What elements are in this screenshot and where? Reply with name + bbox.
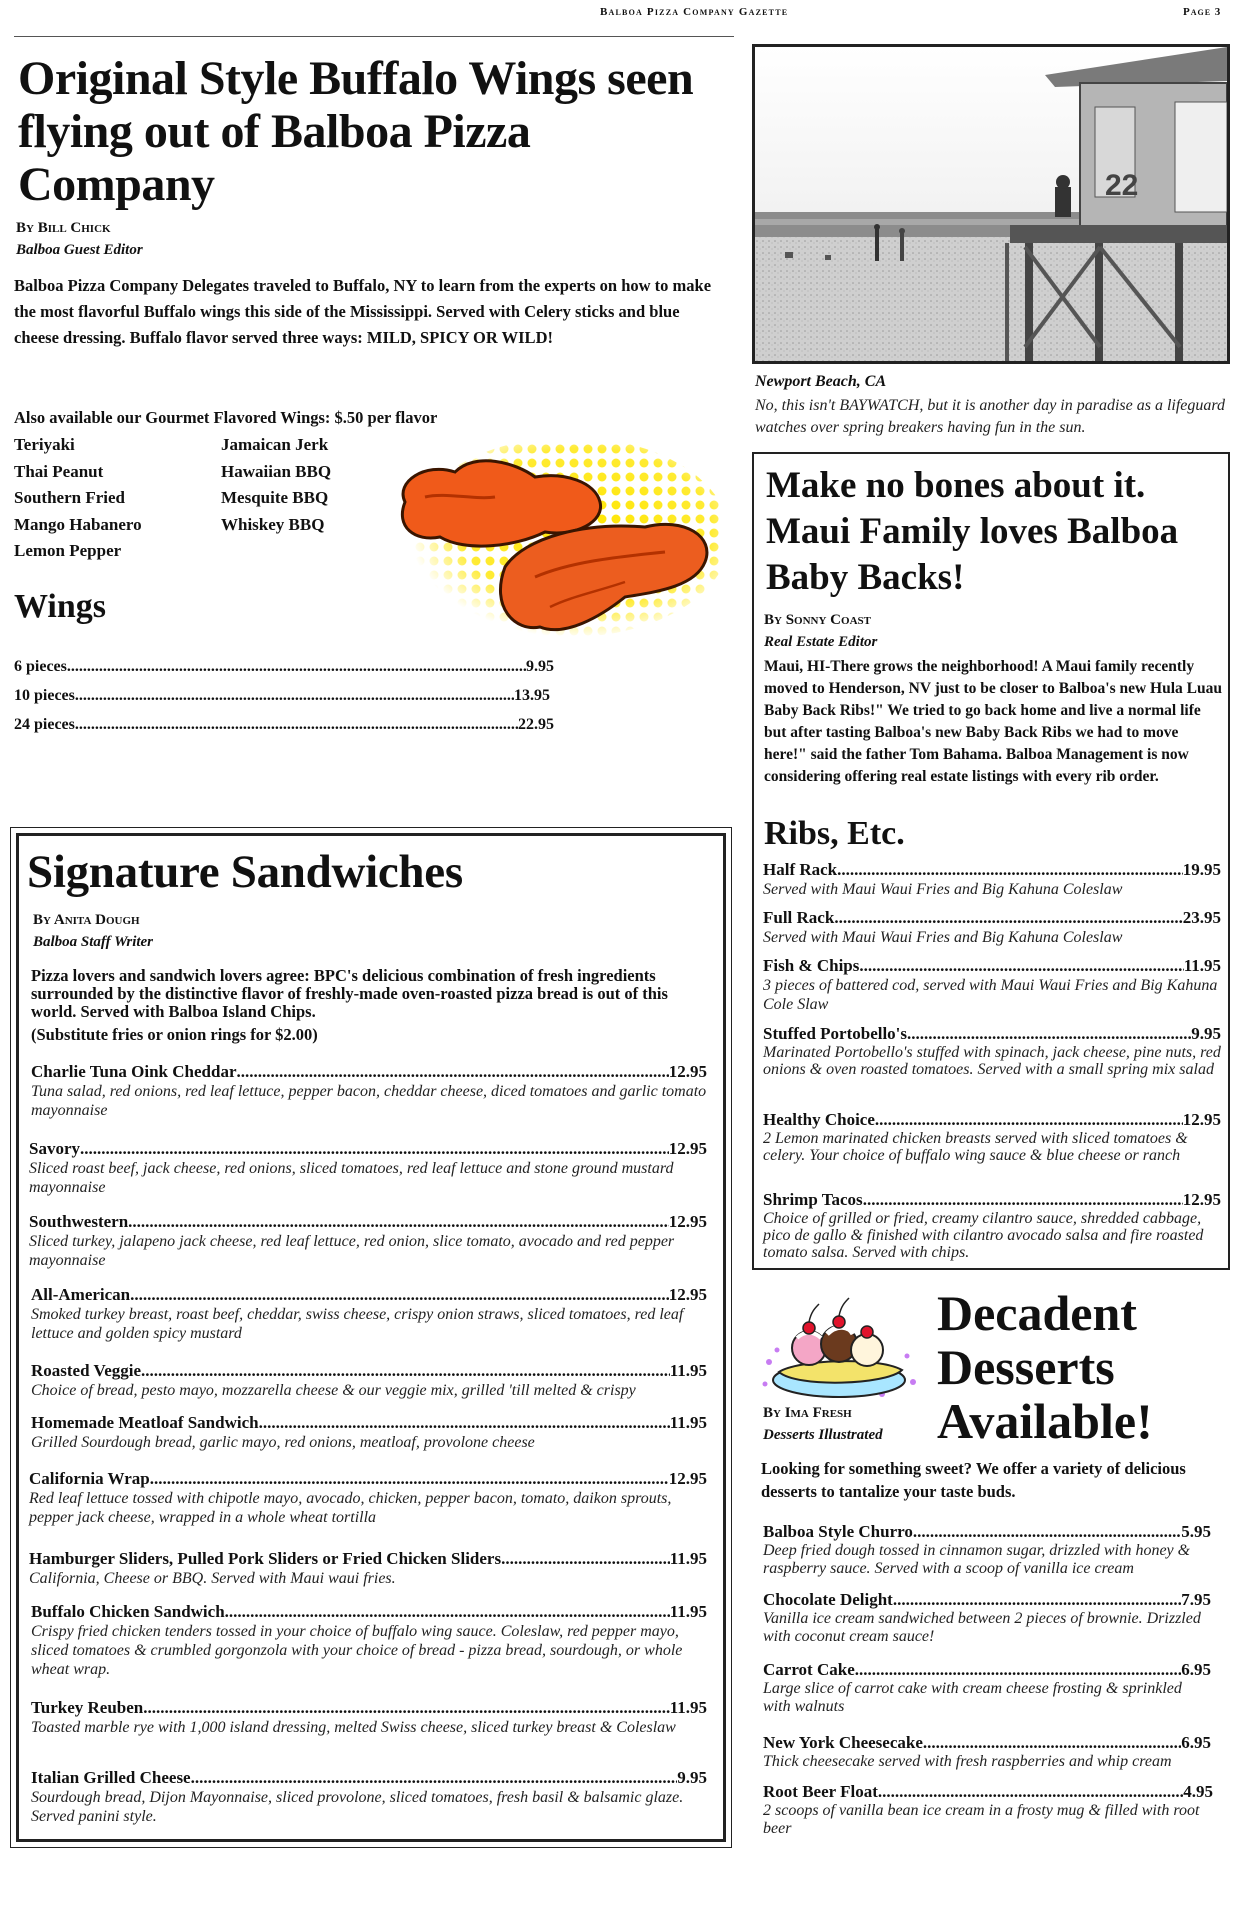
sandwich-role: Balboa Staff Writer xyxy=(33,934,154,950)
item-price: 11.95 xyxy=(669,1413,707,1432)
flavor-item: Thai Peanut xyxy=(14,461,104,481)
flavor-item: Southern Fried xyxy=(14,488,125,507)
item-price: 5.95 xyxy=(1181,1522,1211,1541)
item-description: Choice of bread, pesto mayo, mozzarella cheese & our veggie mix, grilled 'till melted & crispy xyxy=(31,1382,636,1399)
sandwich-body-note: (Substitute fries or onion rings for $2.00) xyxy=(31,1025,318,1044)
ribs-headline: Make no bones about it. Maui Family loves Balboa Baby Backs! xyxy=(766,465,1179,598)
leader-dots xyxy=(130,1285,669,1305)
wings-body: Balboa Pizza Company Delegates traveled to Buffalo, NY to learn from the experts on how to make the most flavorful Buffalo wings this side of the Mississippi. Served with Celery sticks and blue cheese dressing. Buffalo flavor served three ways: MILD, SPICY OR WILD! xyxy=(14,276,712,347)
item-price: 11.95 xyxy=(669,1698,707,1717)
dessert-headline: Decadent Desserts Available! xyxy=(937,1285,1153,1449)
item-name: Charlie Tuna Oink Cheddar xyxy=(31,1062,237,1081)
wings-price-value: 9.95 xyxy=(526,658,554,675)
leader-dots xyxy=(237,1062,669,1082)
item-price: 12.95 xyxy=(1182,1190,1221,1209)
item-price: 12.95 xyxy=(668,1139,707,1158)
item-name: Carrot Cake xyxy=(763,1660,855,1679)
item-description: Sourdough bread, Dijon Mayonnaise, sliced provolone, sliced tomatoes, fresh basil & balsamic glaze. Served panini style. xyxy=(31,1789,684,1825)
item-name: Full Rack xyxy=(763,908,835,927)
menu-item xyxy=(31,1413,707,1452)
dessert-byline: By Ima Fresh xyxy=(763,1405,852,1421)
leader-dots xyxy=(878,1782,1183,1802)
ribs-byline: By Sonny Coast xyxy=(764,612,871,628)
item-description: Marinated Portobello's stuffed with spinach, jack cheese, pine nuts, red onions & oven roasted tomatoes. Served with a small spring mix salad xyxy=(763,1044,1221,1078)
item-name: Root Beer Float xyxy=(763,1782,878,1801)
wings-price-label: 24 pieces xyxy=(14,716,75,733)
item-price: 12.95 xyxy=(668,1212,707,1231)
dessert-body: Looking for something sweet? We offer a variety of delicious desserts to tantalize your taste buds. xyxy=(761,1459,1186,1501)
ribs-section-title: Ribs, Etc. xyxy=(764,815,905,852)
item-price: 9.95 xyxy=(677,1768,707,1787)
item-description: Grilled Sourdough bread, garlic mayo, red onions, meatloaf, provolone cheese xyxy=(31,1434,535,1451)
menu-item xyxy=(31,1602,717,1679)
menu-item xyxy=(763,1110,1221,1164)
menu-item xyxy=(763,1190,1221,1261)
item-price: 11.95 xyxy=(669,1361,707,1380)
item-description: Crispy fried chicken tenders tossed in your choice of buffalo wing sauce. Coleslaw, red pepper mayo, sliced tomatoes & crumbled gorgonzola with your choice of bread - pizza bread, sourdough, or whole wheat wrap. xyxy=(31,1623,683,1678)
item-name: Hamburger Sliders, Pulled Pork Sliders or Fried Chicken Sliders xyxy=(29,1549,502,1568)
sandwich-headline: Signature Sandwiches xyxy=(27,846,463,898)
item-name: Shrimp Tacos xyxy=(763,1190,863,1209)
item-description: Sliced turkey, jalapeno jack cheese, red leaf lettuce, red onion, slice tomato, avocado and red pepper mayonnaise xyxy=(29,1233,675,1269)
wings-price-list xyxy=(14,658,554,745)
item-description: Sliced roast beef, jack cheese, red onions, sliced tomatoes, red leaf lettuce and stone ground mustard mayonnaise xyxy=(29,1160,674,1196)
leader-dots xyxy=(863,1190,1183,1210)
menu-item xyxy=(763,860,1221,899)
leader-dots xyxy=(875,1110,1183,1130)
menu-item xyxy=(763,1782,1213,1838)
item-price: 6.95 xyxy=(1181,1660,1211,1679)
item-description: Served with Maui Waui Fries and Big Kahuna Coleslaw xyxy=(763,881,1123,898)
wings-headline: Original Style Buffalo Wings seen flying out of Balboa Pizza Company xyxy=(18,52,694,211)
flavor-item: Lemon Pepper xyxy=(14,541,122,560)
sandwich-byline: By Anita Dough xyxy=(33,912,140,928)
leader-dots xyxy=(923,1733,1181,1753)
menu-item xyxy=(763,1024,1221,1078)
menu-item xyxy=(31,1361,707,1400)
item-description: Thick cheesecake served with fresh raspberries and whip cream xyxy=(763,1753,1172,1770)
leader-dots xyxy=(893,1590,1181,1610)
leader-dots xyxy=(80,1139,669,1159)
item-price: 23.95 xyxy=(1182,908,1221,927)
wings-price-value: 22.95 xyxy=(518,716,554,733)
ribs-body: Maui, HI-There grows the neighborhood! A Maui family recently moved to Henderson, NV just to be closer to Balboa's new Hula Luau Baby Back Ribs!" We tried to go back home and live a normal life but after tasting Balboa's new Baby Back Ribs we had to move here!" said the father Tom Bahama. Balboa Management is now considering offering real estate listings with every rib order. xyxy=(764,658,1222,785)
flavor-item: Mesquite BBQ xyxy=(221,488,329,507)
photo-caption-text: No, this isn't BAYWATCH, but it is another day in paradise as a lifeguard watches over spring breakers having fun in the sun. xyxy=(755,397,1226,436)
publication-name: Balboa Pizza Company Gazette xyxy=(600,6,789,18)
chicken-wings-illustration xyxy=(385,442,720,642)
item-price: 11.95 xyxy=(669,1602,707,1621)
leader-dots xyxy=(907,1024,1191,1044)
menu-item xyxy=(763,908,1221,947)
flavor-item: Whiskey BBQ xyxy=(221,514,325,534)
wings-price-label: 6 pieces xyxy=(14,658,67,675)
header-rule xyxy=(14,36,734,37)
leader-dots xyxy=(501,1549,670,1569)
item-name: Homemade Meatloaf Sandwich xyxy=(31,1413,259,1432)
leader-dots xyxy=(75,716,518,734)
wings-flavors-intro: Also available our Gourmet Flavored Wings: $.50 per flavor xyxy=(14,408,438,427)
item-name: Stuffed Portobello's xyxy=(763,1024,908,1043)
item-name: Savory xyxy=(29,1139,80,1158)
item-name: Italian Grilled Cheese xyxy=(31,1768,191,1787)
wings-role: Balboa Guest Editor xyxy=(16,242,143,258)
item-name: New York Cheesecake xyxy=(763,1733,923,1752)
menu-item xyxy=(763,1660,1211,1716)
sandwich-body: Pizza lovers and sandwich lovers agree: BPC's delicious combination of fresh ingredients surrounded by the distinctive flavor of freshly-made oven-roasted pizza bread is out of this world. Served with Balboa Island Chips. xyxy=(31,966,668,1021)
item-price: 11.95 xyxy=(1183,956,1221,975)
item-description: Vanilla ice cream sandwiched between 2 pieces of brownie. Drizzled with coconut cream sauce! xyxy=(763,1610,1201,1645)
leader-dots xyxy=(259,1413,670,1433)
item-description: Toasted marble rye with 1,000 island dressing, melted Swiss cheese, sliced turkey breast & Coleslaw xyxy=(31,1719,676,1736)
wings-section-title: Wings xyxy=(14,588,106,625)
leader-dots xyxy=(191,1768,678,1788)
wings-price-row xyxy=(14,716,554,745)
item-name: Southwestern xyxy=(29,1212,129,1231)
item-description: 2 Lemon marinated chicken breasts served with sliced tomatoes & celery. Your choice of buffalo wing sauce & blue cheese or ranch xyxy=(763,1130,1188,1164)
leader-dots xyxy=(855,1660,1182,1680)
item-name: Turkey Reuben xyxy=(31,1698,144,1717)
leader-dots xyxy=(143,1698,669,1718)
flavor-item: Hawaiian BBQ xyxy=(221,461,332,481)
menu-item xyxy=(31,1062,707,1120)
dessert-role: Desserts Illustrated xyxy=(763,1427,883,1443)
menu-item xyxy=(31,1285,707,1343)
item-name: Buffalo Chicken Sandwich xyxy=(31,1602,225,1621)
item-price: 7.95 xyxy=(1181,1590,1211,1609)
item-description: 2 scoops of vanilla bean ice cream in a frosty mug & filled with root beer xyxy=(763,1802,1200,1837)
menu-item xyxy=(31,1768,707,1826)
leader-dots xyxy=(150,1469,669,1489)
ribs-role: Real Estate Editor xyxy=(764,634,878,650)
wings-price-label: 10 pieces xyxy=(14,687,75,704)
menu-item xyxy=(763,1590,1211,1646)
leader-dots xyxy=(837,860,1183,880)
page-number: Page 3 xyxy=(1183,6,1222,18)
flavor-item: Teriyaki xyxy=(14,435,75,454)
item-price: 12.95 xyxy=(668,1469,707,1488)
item-name: Half Rack xyxy=(763,860,838,879)
menu-item xyxy=(763,1733,1211,1771)
item-price: 6.95 xyxy=(1181,1733,1211,1752)
svg-text:22: 22 xyxy=(1105,169,1139,202)
item-description: Large slice of carrot cake with cream cheese frosting & sprinkled with walnuts xyxy=(763,1680,1182,1715)
item-price: 12.95 xyxy=(1182,1110,1221,1129)
leader-dots xyxy=(67,658,526,676)
flavor-item: Mango Habanero xyxy=(14,514,142,534)
photo-caption-title: Newport Beach, CA xyxy=(755,373,887,390)
wings-price-row xyxy=(14,687,550,716)
wings-price-value: 13.95 xyxy=(514,687,550,704)
item-price: 12.95 xyxy=(668,1285,707,1304)
flavor-list-left xyxy=(14,432,214,565)
menu-item xyxy=(29,1212,707,1270)
item-name: California Wrap xyxy=(29,1469,150,1488)
item-description: 3 pieces of battered cod, served with Maui Waui Fries and Big Kahuna Cole Slaw xyxy=(763,977,1218,1013)
leader-dots xyxy=(913,1522,1181,1542)
item-price: 12.95 xyxy=(668,1062,707,1081)
item-price: 4.95 xyxy=(1183,1782,1213,1801)
leader-dots xyxy=(75,687,514,705)
leader-dots xyxy=(859,956,1183,976)
item-description: Deep fried dough tossed in cinnamon sugar, drizzled with honey & raspberry sauce. Served with a scoop of vanilla ice cream xyxy=(763,1542,1191,1577)
menu-item xyxy=(29,1549,707,1588)
item-name: Fish & Chips xyxy=(763,956,860,975)
menu-item xyxy=(29,1139,707,1197)
item-price: 9.95 xyxy=(1191,1024,1221,1043)
item-name: Chocolate Delight xyxy=(763,1590,893,1609)
item-name: All-American xyxy=(31,1285,131,1304)
item-description: California, Cheese or BBQ. Served with Maui waui fries. xyxy=(29,1570,396,1587)
item-price: 11.95 xyxy=(669,1549,707,1568)
item-description: Served with Maui Waui Fries and Big Kahuna Coleslaw xyxy=(763,929,1123,946)
item-name: Healthy Choice xyxy=(763,1110,875,1129)
flavor-item: Jamaican Jerk xyxy=(221,435,329,454)
beach-photo xyxy=(752,44,1230,364)
wings-byline: By Bill Chick xyxy=(16,220,111,236)
menu-item xyxy=(763,1522,1211,1578)
item-name: Roasted Veggie xyxy=(31,1361,142,1380)
banana-split-illustration xyxy=(757,1290,922,1408)
leader-dots xyxy=(225,1602,670,1622)
item-description: Red leaf lettuce tossed with chipotle mayo, avocado, chicken, pepper bacon, tomato, daikon sprouts, pepper jack cheese, wrapped in a whole wheat tortilla xyxy=(29,1490,672,1526)
item-description: Tuna salad, red onions, red leaf lettuce, pepper bacon, cheddar cheese, diced tomatoes and garlic tomato mayonnaise xyxy=(31,1083,707,1119)
menu-item xyxy=(31,1698,707,1737)
item-description: Choice of grilled or fried, creamy cilantro sauce, shredded cabbage, pico de gallo & finished with cilantro avocado salsa and fire roasted tomato salsa. Served with chips. xyxy=(763,1210,1204,1261)
item-price: 19.95 xyxy=(1182,860,1221,879)
menu-item xyxy=(29,1469,707,1527)
menu-item xyxy=(763,956,1221,1014)
leader-dots xyxy=(141,1361,670,1381)
leader-dots xyxy=(128,1212,669,1232)
item-description: Smoked turkey breast, roast beef, cheddar, swiss cheese, crispy onion straws, sliced tomatoes, red leaf lettuce and golden spicy mustard xyxy=(31,1306,684,1342)
item-name: Balboa Style Churro xyxy=(763,1522,913,1541)
wings-price-row xyxy=(14,658,554,687)
leader-dots xyxy=(834,908,1182,928)
